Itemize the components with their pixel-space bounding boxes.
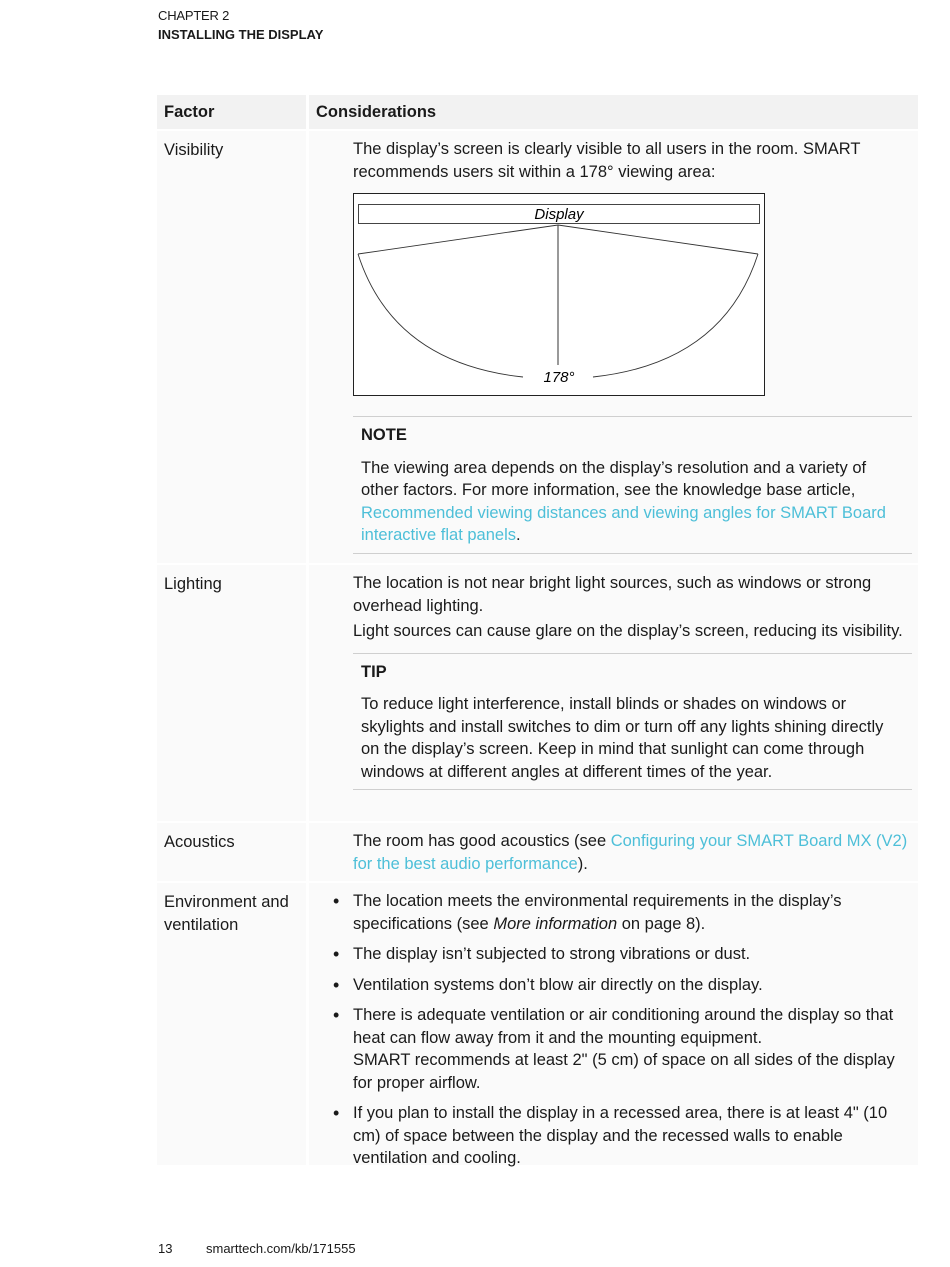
visibility-text: The display’s screen is clearly visible to all users in the room. SMART recommends users sit within a 178° viewing area: (353, 140, 861, 181)
table-row-lighting (157, 565, 918, 821)
factors-table (157, 95, 918, 1167)
table-row-environment (157, 883, 918, 1165)
acoustics-text: The room has good acoustics (see (353, 832, 611, 850)
footer-url[interactable]: smarttech.com/kb/171555 (206, 1241, 356, 1256)
table-row-acoustics (157, 823, 918, 881)
note-end: . (516, 526, 521, 544)
tip-box (353, 653, 912, 791)
list-item: • Ventilation systems don’t blow air directly on the display. (353, 974, 912, 997)
kb-article-link[interactable]: Recommended viewing distances and viewing angles for SMART Board interactive flat panels (361, 503, 886, 544)
acoustics-end: ). (577, 854, 588, 873)
chapter-label: CHAPTER 2 (158, 8, 230, 23)
lighting-text-1: The location is not near bright light sources, such as windows or strong overhead lighting. (353, 574, 872, 615)
audio-config-link[interactable]: Configuring your SMART Board MX (V2) for the best audio performance (353, 832, 908, 873)
note-box (353, 416, 912, 554)
tip-title: TIP (361, 662, 387, 681)
header-considerations: Considerations (309, 95, 918, 129)
tip-text: To reduce light interference, install blinds or shades on windows or skylights and install switches to dim or turn off any lights shining directly on the display’s screen. Keep in mind that sunlight can come through windows at different angles at different times of the year. (361, 695, 884, 781)
factor-visibility: Visibility (157, 131, 306, 563)
page-number: 13 (158, 1241, 173, 1256)
environment-list (353, 890, 912, 1170)
list-item: • The location meets the environmental requirements in the display’s specifications (see More information on page 8). (353, 890, 912, 935)
list-item: • There is adequate ventilation or air conditioning around the display so that heat can flow away from it and the mounting equipment. SMART recommends at least 2" (5 cm) of space on all sides of the display for proper airflow. (353, 1004, 912, 1094)
note-title: NOTE (361, 426, 407, 444)
lighting-text-2: Light sources can cause glare on the display’s screen, reducing its visibility. (353, 622, 903, 640)
table-header (157, 95, 918, 129)
viewing-angle-diagram (353, 193, 766, 396)
table-row-visibility (157, 131, 918, 563)
factor-acoustics: Acoustics (157, 823, 306, 881)
display-label: Display (534, 206, 584, 223)
angle-label: 178° (543, 369, 575, 386)
factor-environment: Environment and ventilation (157, 883, 306, 1165)
list-item: • If you plan to install the display in a recessed area, there is at least 4" (10 cm) of space between the display and the recessed walls to enable ventilation and cooling. (353, 1102, 912, 1170)
factor-lighting: Lighting (157, 565, 306, 821)
section-title: INSTALLING THE DISPLAY (158, 27, 324, 42)
header-factor: Factor (157, 95, 306, 129)
note-text: The viewing area depends on the display’s resolution and a variety of other factors. For more information, see the knowledge base article, (361, 458, 867, 499)
list-item: • The display isn’t subjected to strong vibrations or dust. (353, 943, 912, 966)
